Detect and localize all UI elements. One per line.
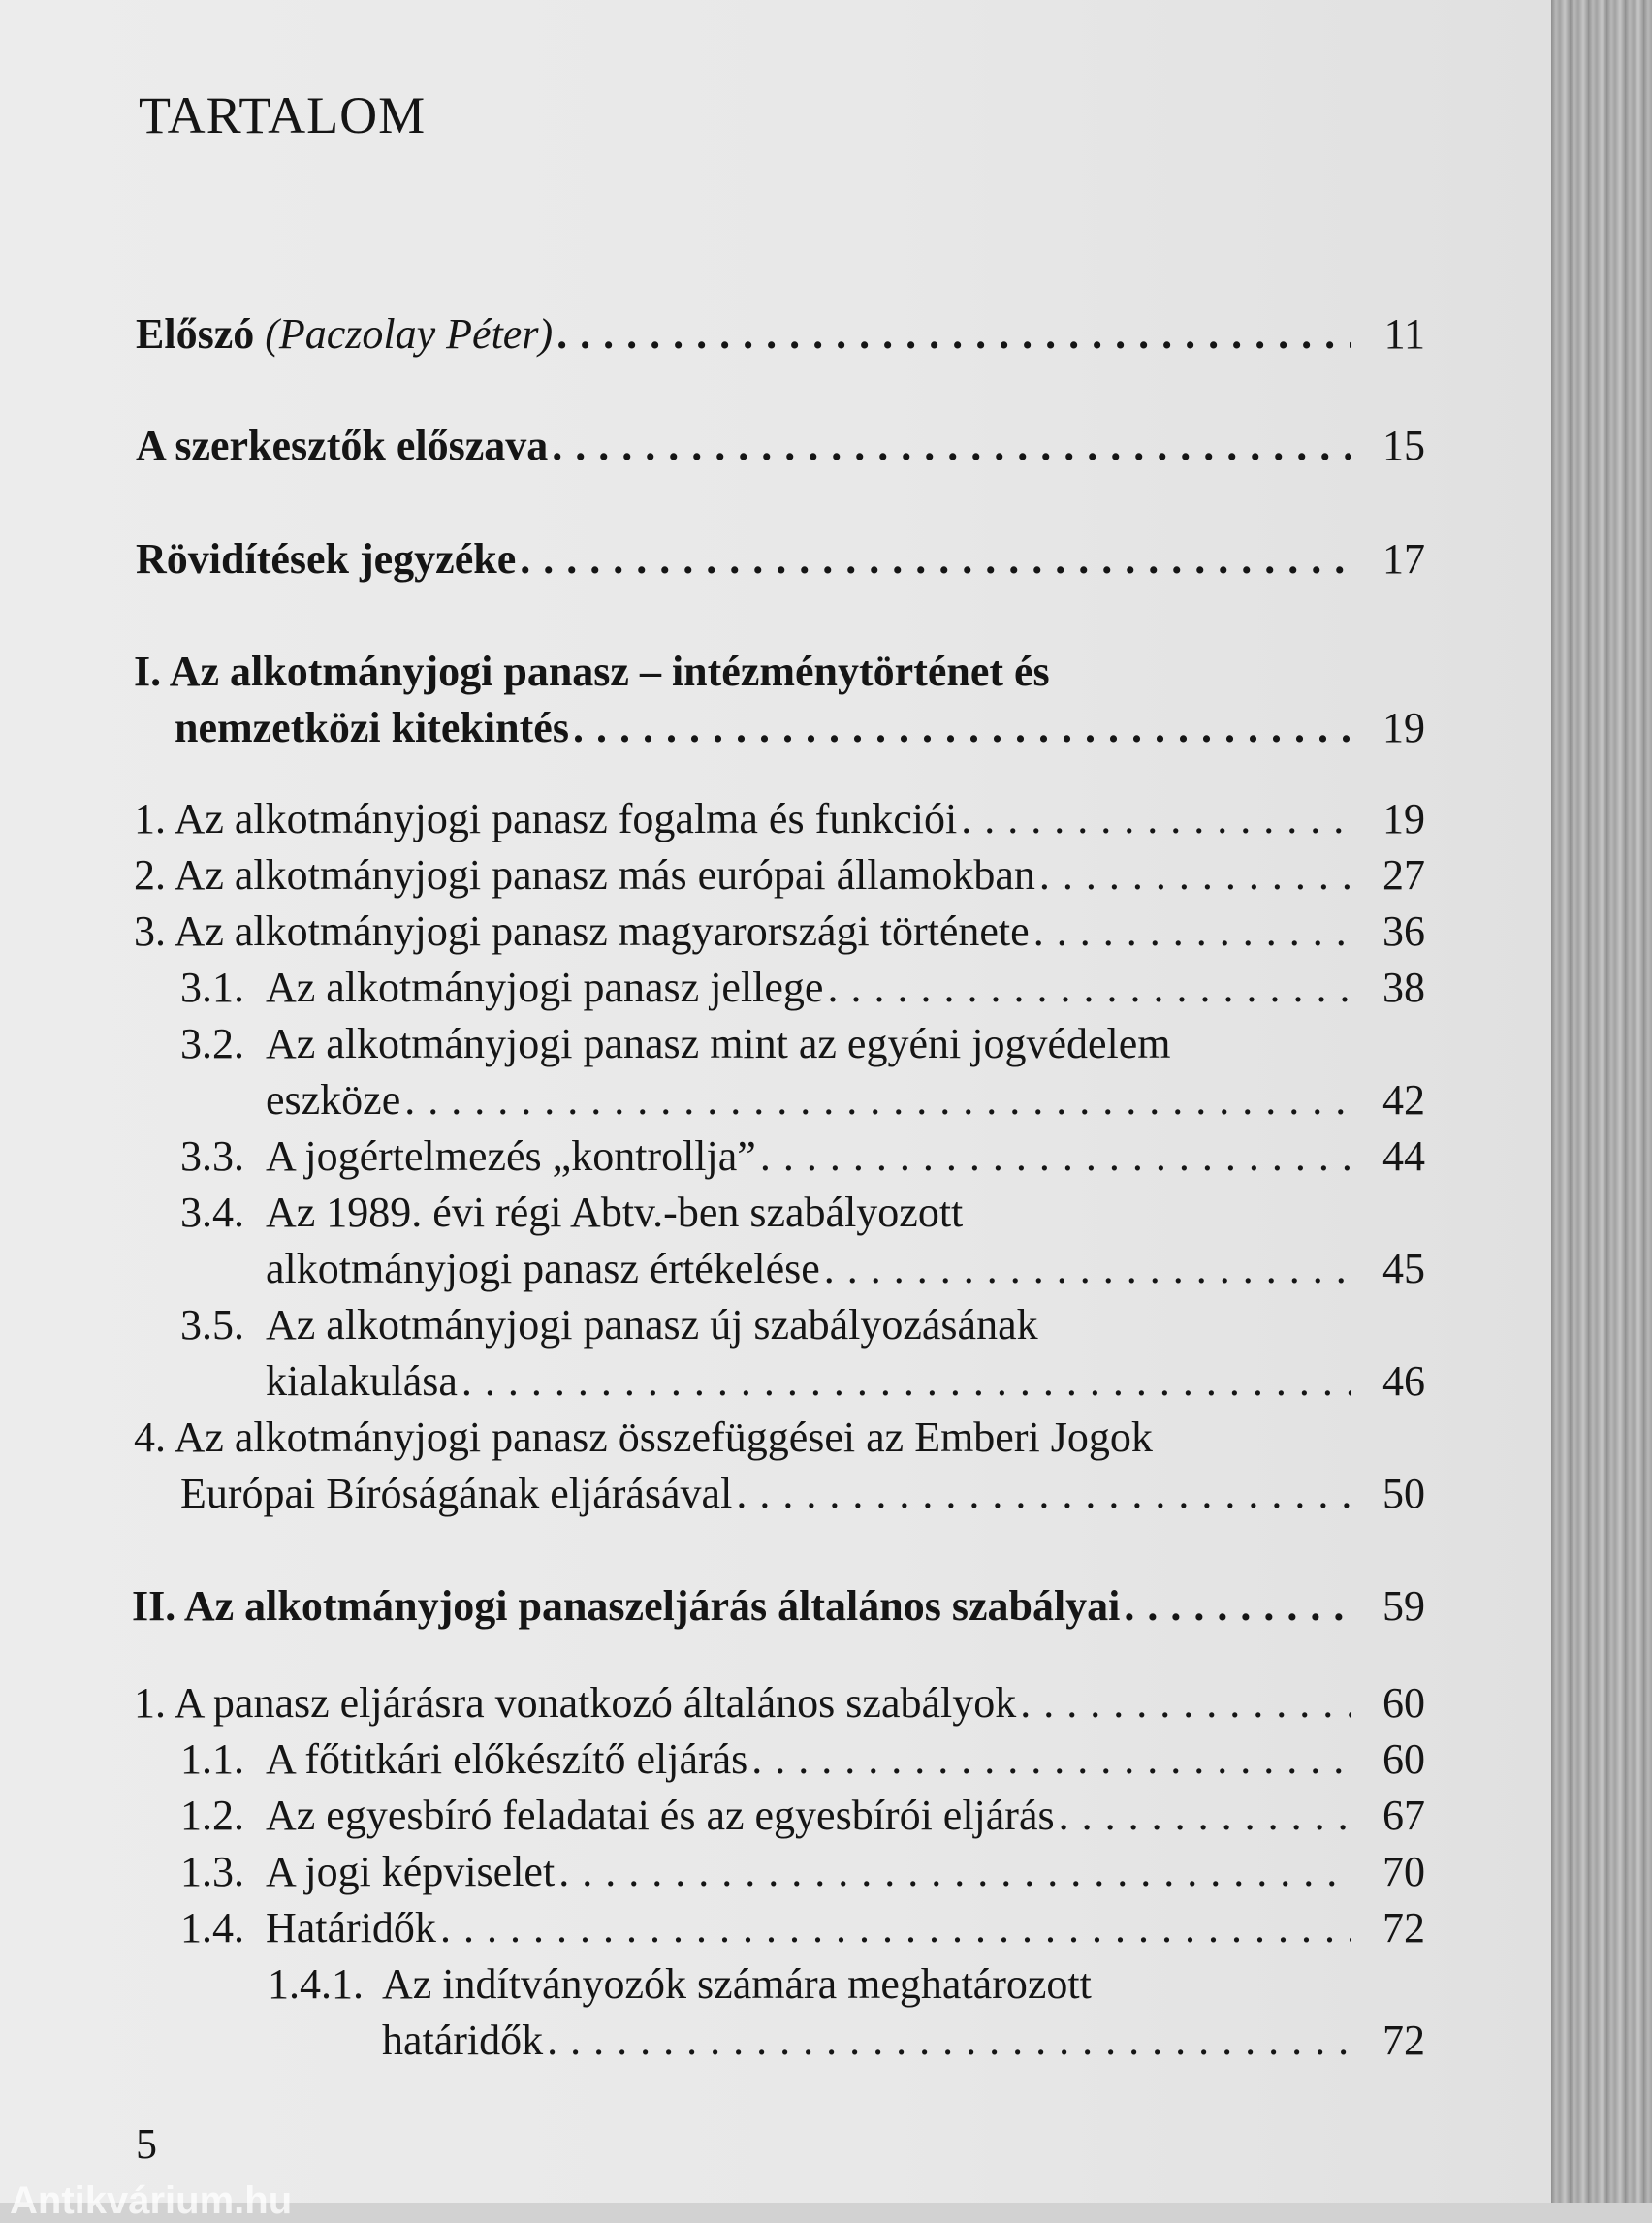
toc-entry-number: 3.5. — [180, 1301, 244, 1349]
toc-entry-number: 2. — [134, 851, 166, 899]
toc-entry-number: 1.2. — [180, 1792, 244, 1839]
toc-entry-label: Az indítványozók számára meghatározott — [382, 1960, 1092, 2008]
toc-entry-rovidites — [136, 531, 1425, 588]
toc-entry-label: Az 1989. évi régi Abtv.-ben szabályozott — [266, 1189, 964, 1236]
toc-entry-3-4 — [180, 1185, 1425, 1297]
toc-chapter-2 — [132, 1578, 1425, 1635]
book-spine-edge — [1551, 0, 1652, 2203]
toc-entry-label: Európai Bíróságának eljárásával — [180, 1470, 733, 1517]
toc-entry-label: Az alkotmányjogi panasz magyarországi története — [174, 907, 1030, 955]
toc-page-number: 46 — [1382, 1357, 1425, 1405]
toc-page-number: 27 — [1382, 851, 1425, 899]
toc-page-number: 15 — [1382, 422, 1425, 469]
toc-entry-label: A panasz eljárásra vonatkozó általános szabályok — [174, 1679, 1017, 1727]
toc-page-number: 60 — [1382, 1735, 1425, 1783]
toc-entry-label: Az alkotmányjogi panasz jellege — [266, 964, 824, 1011]
toc-page-number: 38 — [1382, 964, 1425, 1011]
toc-entry-number: 1.4.1. — [268, 1960, 364, 2008]
toc-entry-3-3 — [180, 1128, 1425, 1185]
toc-entry-label: eszköze — [266, 1076, 401, 1124]
toc-entry-label: alkotmányjogi panasz értékelése — [266, 1245, 820, 1292]
toc-entry-3-5 — [180, 1297, 1425, 1410]
toc-entry-ii-1 — [134, 1675, 1425, 1731]
toc-page-number: 45 — [1382, 1245, 1425, 1292]
toc-entry-number: 1. — [134, 795, 166, 842]
toc-entry-label: nemzetközi kitekintés — [175, 704, 569, 751]
toc-page-number: 60 — [1382, 1679, 1425, 1727]
toc-entry-4 — [134, 1410, 1425, 1522]
toc-entry-label: Az alkotmányjogi panaszeljárás általános szabályai — [183, 1582, 1121, 1630]
toc-entry-ii-1-3 — [180, 1844, 1425, 1900]
toc-page-number: 11 — [1383, 310, 1425, 358]
toc-entry-label: Rövidítések jegyzéke — [136, 535, 517, 583]
toc-entry-ii-1-1 — [180, 1731, 1425, 1788]
toc-entry-label: Az alkotmányjogi panasz új szabályozásának — [266, 1301, 1038, 1349]
toc-chapter-1 — [134, 644, 1425, 756]
toc-page-number: 17 — [1382, 535, 1425, 583]
toc-entry-1 — [134, 791, 1425, 847]
toc-entry-author: (Paczolay Péter) — [265, 310, 554, 358]
toc-entry-ii-1-4 — [180, 1900, 1425, 1956]
toc-entry-number: 3.1. — [180, 964, 244, 1011]
toc-entry-number: 1.3. — [180, 1848, 244, 1895]
toc-entry-number: 3.4. — [180, 1189, 244, 1236]
toc-entry-label: Az alkotmányjogi panasz összefüggései az Emberi Jogok — [174, 1413, 1153, 1461]
page-number: 5 — [136, 2120, 157, 2168]
toc-entry-label: Az alkotmányjogi panasz más európai államokban — [174, 851, 1035, 899]
toc-entry-label: Az alkotmányjogi panasz – intézménytörténet és — [169, 648, 1050, 695]
toc-page-number: 72 — [1382, 1904, 1425, 1952]
toc-page-number: 44 — [1382, 1132, 1425, 1180]
toc-entry-label: Az alkotmányjogi panasz fogalma és funkciói — [174, 795, 958, 842]
toc-entry-label: Az alkotmányjogi panasz mint az egyéni jogvédelem — [266, 1020, 1171, 1067]
toc-entry-label: A főtitkári előkészítő eljárás — [266, 1735, 748, 1783]
toc-entry-number: 4. — [134, 1413, 166, 1461]
toc-entry-3-1 — [180, 960, 1425, 1016]
toc-entry-number: 1. — [134, 1679, 166, 1727]
toc-entry-2 — [134, 847, 1425, 904]
toc-entry-ii-1-4-1 — [268, 1956, 1425, 2069]
toc-entry-label: Határidők — [266, 1904, 436, 1952]
toc-entry-eloszo — [136, 306, 1425, 363]
toc-entry-number: 3.3. — [180, 1132, 244, 1180]
toc-page-number: 42 — [1382, 1076, 1425, 1124]
toc-entry-3 — [134, 904, 1425, 960]
toc-page-number: 59 — [1382, 1582, 1425, 1630]
toc-entry-label: A jogértelmezés „kontrollja” — [266, 1132, 756, 1180]
toc-entry-number: 3.2. — [180, 1020, 244, 1067]
toc-page-number: 67 — [1382, 1792, 1425, 1839]
toc-page-number: 70 — [1382, 1848, 1425, 1895]
toc-entry-label: Az egyesbíró feladatai és az egyesbírói eljárás — [266, 1792, 1055, 1839]
toc-page-number: 19 — [1382, 704, 1425, 751]
watermark-text: Antikvárium.hu — [10, 2179, 293, 2222]
toc-entry-label: A jogi képviselet — [266, 1848, 556, 1895]
page-title: TARTALOM — [139, 86, 427, 144]
toc-entry-label: kialakulása — [266, 1357, 458, 1405]
toc-entry-3-2 — [180, 1016, 1425, 1128]
toc-page-number: 50 — [1382, 1470, 1425, 1517]
toc-entry-ii-1-2 — [180, 1788, 1425, 1844]
toc-entry-number: 1.4. — [180, 1904, 244, 1952]
toc-entry-label: Előszó — [136, 310, 255, 358]
toc-entry-label: határidők — [382, 2017, 544, 2064]
toc-entry-number: 3. — [134, 907, 166, 955]
toc-entry-number: II. — [132, 1582, 176, 1630]
toc-entry-szerkesztok — [136, 418, 1425, 474]
toc-page-number: 19 — [1382, 795, 1425, 842]
toc-entry-number: I. — [134, 648, 162, 695]
toc-page-number: 72 — [1382, 2017, 1425, 2064]
toc-entry-number: 1.1. — [180, 1735, 244, 1783]
toc-page-number: 36 — [1382, 907, 1425, 955]
toc-entry-label: A szerkesztők előszava — [136, 422, 549, 469]
